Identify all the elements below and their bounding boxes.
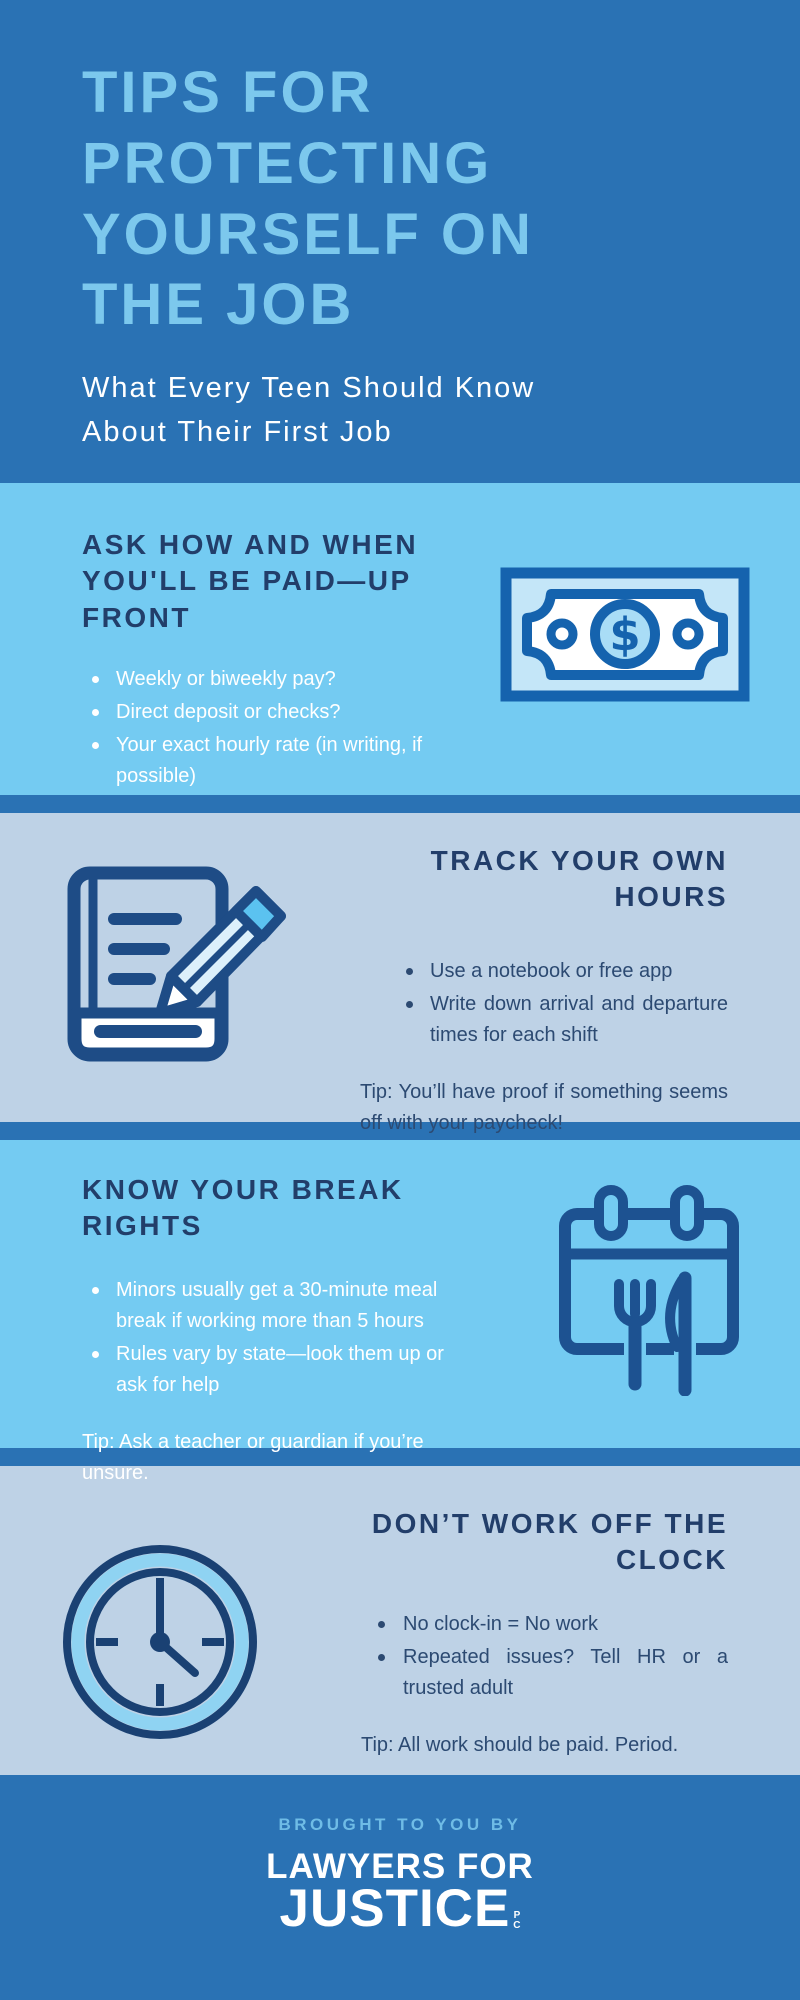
bullet-item: Direct deposit or checks? bbox=[82, 697, 500, 728]
section-pay-heading: ASK HOW AND WHEN YOU'LL BE PAID—UP FRONT bbox=[82, 529, 419, 633]
bullet-item: Repeated issues? Tell HR or a trusted adult bbox=[373, 1642, 728, 1704]
section-track-hours bbox=[0, 813, 800, 1134]
bullet-item: No clock-in = No work bbox=[373, 1609, 728, 1640]
section-break-rights-content bbox=[82, 1172, 467, 1484]
section-pay-bullets bbox=[82, 664, 500, 792]
footer-kicker: BROUGHT TO YOU BY bbox=[278, 1815, 522, 1834]
bullet-item: Your exact hourly rate (in writing, if possible) bbox=[82, 730, 500, 792]
section-off-the-clock-bullets bbox=[373, 1609, 728, 1704]
page-subtitle: What Every Teen Should Know About Their First Job bbox=[82, 372, 536, 448]
clock-icon bbox=[60, 1506, 273, 1775]
section-pay bbox=[0, 483, 800, 795]
section-break-rights-tip: Tip: Ask a teacher or guardian if you’re unsure. bbox=[82, 1430, 424, 1484]
section-off-the-clock bbox=[0, 1466, 800, 1775]
bullet-item: Rules vary by state—look them up or ask for help bbox=[82, 1339, 467, 1401]
logo-suffix-c: C bbox=[513, 1919, 521, 1931]
section-track-hours-tip: Tip: You’ll have proof if something seems off with your paycheck! bbox=[360, 1080, 728, 1134]
section-break-rights-heading: KNOW YOUR BREAK RIGHTS bbox=[82, 1174, 404, 1242]
money-bill-icon bbox=[500, 567, 750, 795]
section-break-rights bbox=[0, 1140, 800, 1484]
lawyers-for-justice-logo bbox=[266, 1847, 534, 1938]
section-pay-content bbox=[82, 527, 500, 795]
bullet-item: Use a notebook or free app bbox=[396, 956, 728, 987]
footer bbox=[0, 1775, 800, 1999]
bullet-item: Write down arrival and departure times for each shift bbox=[396, 989, 728, 1051]
logo-suffix-p: P bbox=[513, 1910, 521, 1922]
section-track-hours-heading: TRACK YOUR OWN HOURS bbox=[430, 845, 728, 913]
calendar-meal-icon bbox=[467, 1172, 750, 1448]
logo-line2-row bbox=[266, 1879, 534, 1938]
section-break-rights-bullets bbox=[82, 1275, 467, 1401]
notebook-pencil-icon bbox=[60, 843, 305, 1122]
svg-text:$: $ bbox=[609, 608, 641, 661]
bullet-item: Weekly or biweekly pay? bbox=[82, 664, 500, 695]
section-track-hours-content bbox=[360, 843, 728, 1134]
bullet-item: Minors usually get a 30-minute meal break if working more than 5 hours bbox=[82, 1275, 467, 1337]
logo-line1: LAWYERS FOR bbox=[266, 1847, 534, 1886]
page-title: TIPS FOR PROTECTING YOURSELF ON THE JOB bbox=[82, 60, 534, 338]
section-off-the-clock-heading: DON’T WORK OFF THE CLOCK bbox=[371, 1508, 728, 1576]
section-off-the-clock-tip: Tip: All work should be paid. Period. bbox=[361, 1733, 679, 1756]
logo-suffix-pc bbox=[513, 1911, 520, 1930]
section-divider bbox=[0, 795, 800, 813]
section-track-hours-bullets bbox=[360, 956, 728, 1051]
logo-line2: JUSTICE bbox=[279, 1879, 511, 1938]
section-off-the-clock-content bbox=[323, 1506, 728, 1775]
header bbox=[0, 0, 800, 483]
